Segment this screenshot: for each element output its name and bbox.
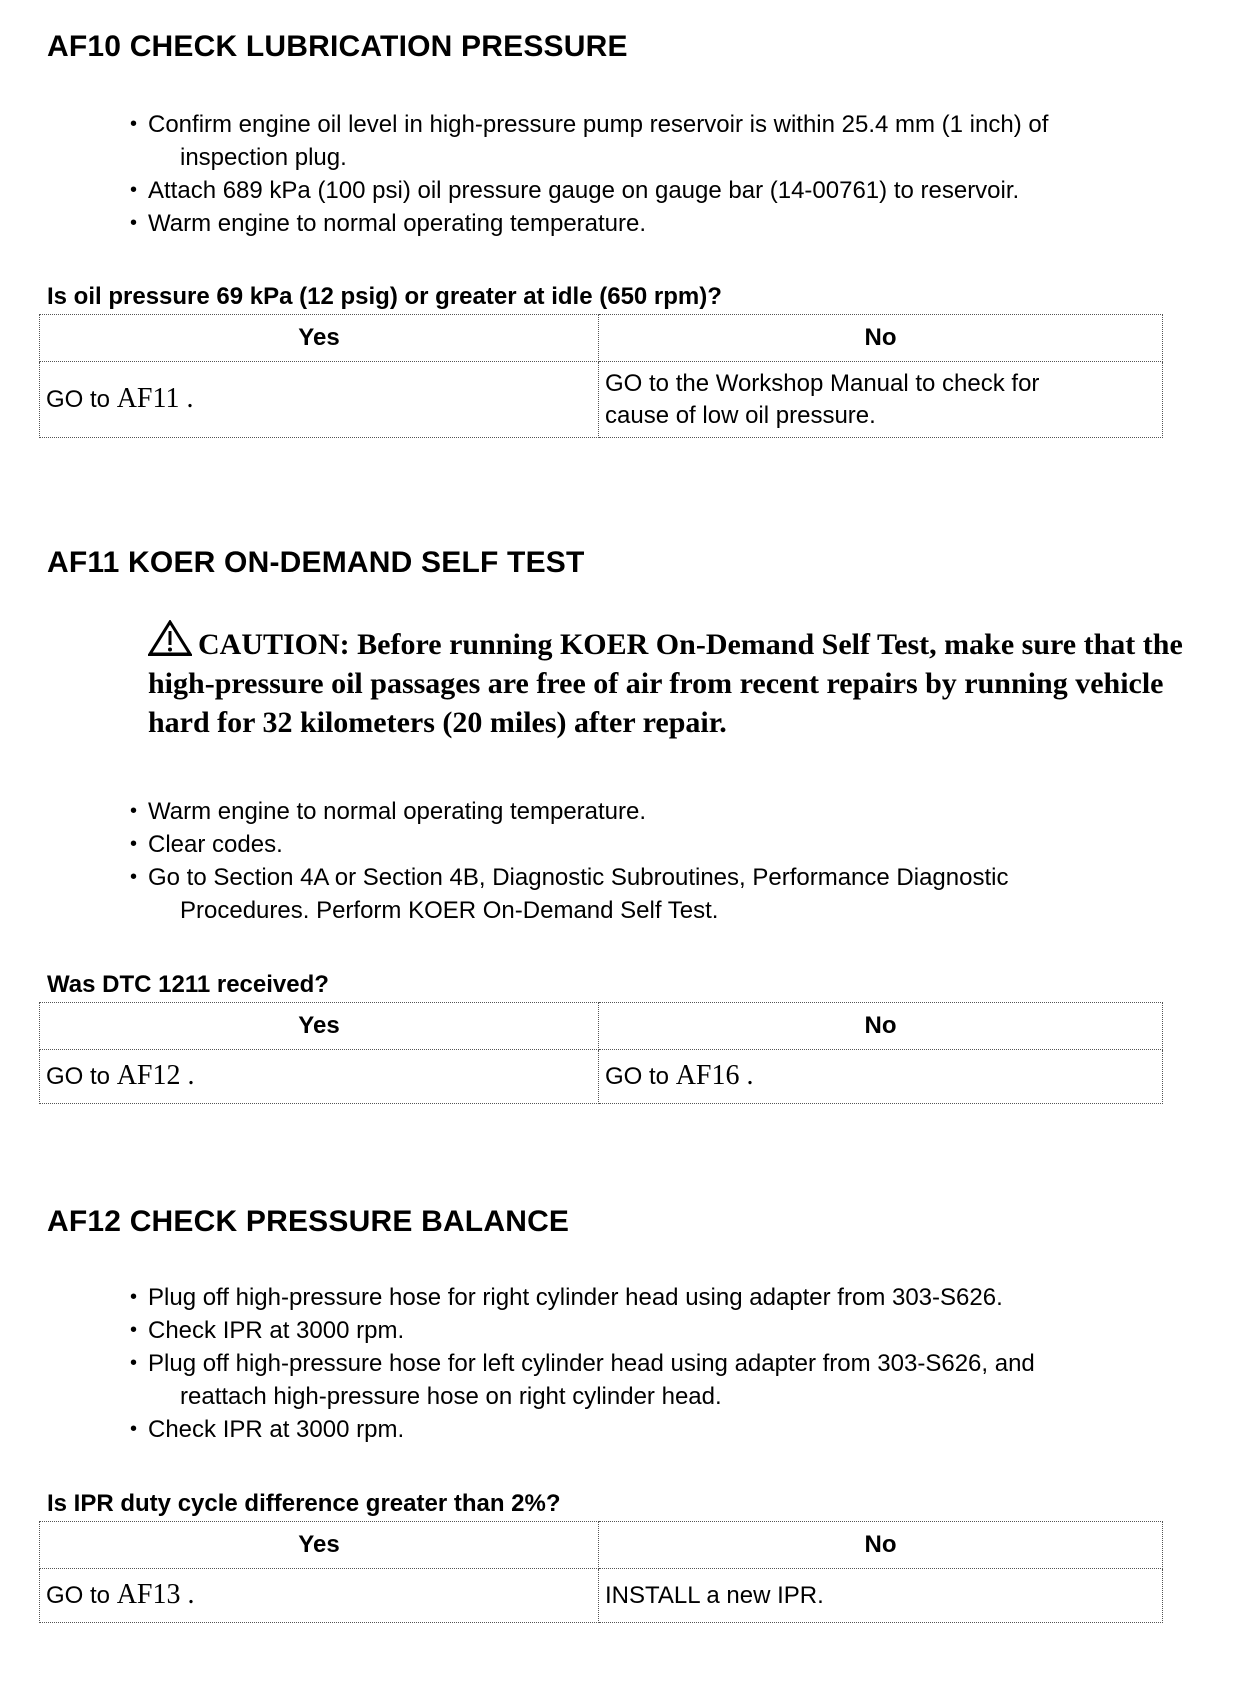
step-link-af11[interactable]: AF11 .: [116, 383, 194, 414]
yes-header: Yes: [40, 1003, 599, 1050]
section-heading: AF12 CHECK PRESSURE BALANCE: [47, 1205, 570, 1238]
no-cell: INSTALL a new IPR.: [599, 1569, 1163, 1623]
step-link-af12[interactable]: AF12 .: [116, 1060, 195, 1091]
step-list: [130, 795, 1210, 927]
answer-table: [39, 314, 1163, 438]
step-item: • Attach 689 kPa (100 psi) oil pressure gauge on gauge bar (14-00761) to reservoir.: [130, 174, 1210, 207]
question: Was DTC 1211 received?: [47, 971, 329, 998]
caution-text: CAUTION: Before running KOER On-Demand Self Test, make sure that the high-pressure oil passages are free of air from recent repairs by running vehicle hard for 32 kilometers (20 miles) after repair.: [148, 628, 1183, 739]
no-header: No: [599, 315, 1163, 362]
step-link-af13[interactable]: AF13 .: [116, 1579, 195, 1610]
step-list: [130, 108, 1210, 240]
yes-cell: GO to AF12 .: [40, 1050, 599, 1104]
warning-triangle-icon: [148, 620, 192, 656]
step-item: • Plug off high-pressure hose for right cylinder head using adapter from 303-S626.: [130, 1281, 1210, 1314]
question: Is oil pressure 69 kPa (12 psig) or greater at idle (650 rpm)?: [47, 283, 722, 310]
section-heading: AF10 CHECK LUBRICATION PRESSURE: [47, 30, 628, 63]
step-item: • Warm engine to normal operating temperature.: [130, 795, 1210, 828]
yes-header: Yes: [40, 315, 599, 362]
answer-table: [39, 1002, 1163, 1104]
step-item: • Clear codes.: [130, 828, 1210, 861]
step-item: • Go to Section 4A or Section 4B, Diagnostic Subroutines, Performance Diagnostic Procedures. Perform KOER On-Demand Self Test.: [130, 861, 1210, 927]
no-header: No: [599, 1522, 1163, 1569]
caution-note: [148, 620, 1208, 742]
no-cell: GO to AF16 .: [599, 1050, 1163, 1104]
step-item: • Check IPR at 3000 rpm.: [130, 1413, 1210, 1446]
answer-table: [39, 1521, 1163, 1623]
yes-cell: GO to AF13 .: [40, 1569, 599, 1623]
step-list: [130, 1281, 1210, 1446]
no-cell: GO to the Workshop Manual to check for cause of low oil pressure.: [599, 362, 1163, 438]
step-item: • Check IPR at 3000 rpm.: [130, 1314, 1210, 1347]
step-item: • Confirm engine oil level in high-pressure pump reservoir is within 25.4 mm (1 inch) of inspection plug.: [130, 108, 1210, 174]
no-header: No: [599, 1003, 1163, 1050]
question: Is IPR duty cycle difference greater than 2%?: [47, 1490, 561, 1517]
step-item: • Warm engine to normal operating temperature.: [130, 207, 1210, 240]
step-item: • Plug off high-pressure hose for left cylinder head using adapter from 303-S626, and reattach high-pressure hose on right cylinder head.: [130, 1347, 1210, 1413]
step-link-af16[interactable]: AF16 .: [675, 1060, 754, 1091]
yes-cell: GO to AF11 .: [40, 362, 599, 438]
section-heading: AF11 KOER ON-DEMAND SELF TEST: [47, 546, 585, 579]
yes-header: Yes: [40, 1522, 599, 1569]
